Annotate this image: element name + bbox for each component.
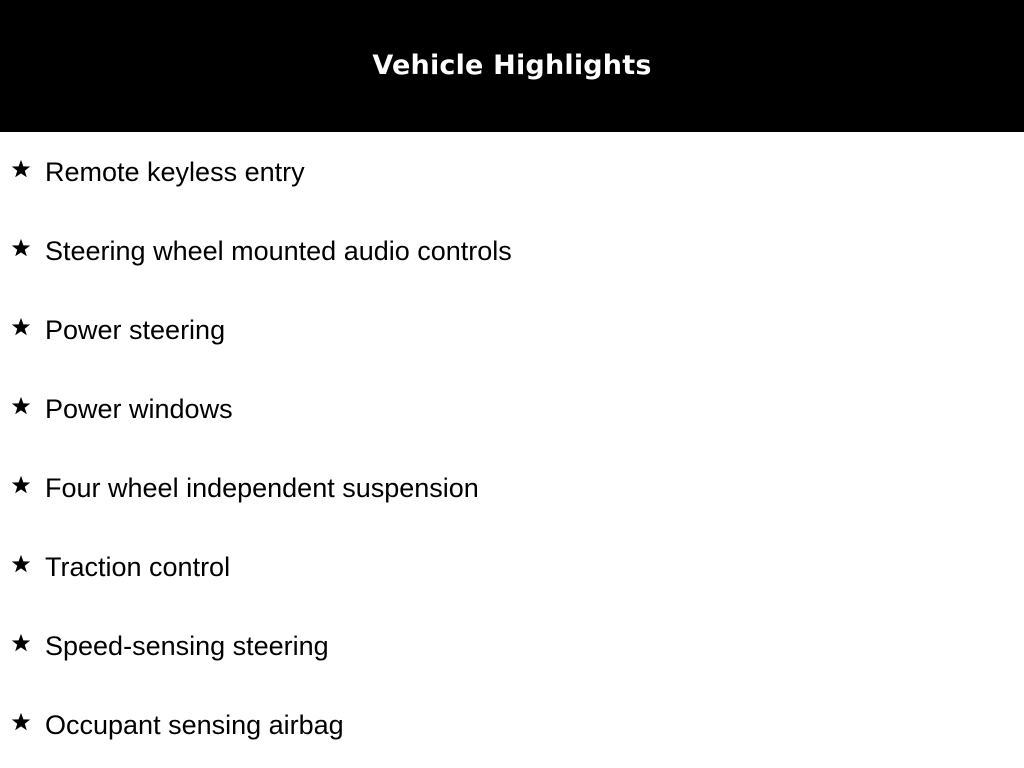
star-icon [10, 553, 32, 575]
star-icon [10, 632, 32, 654]
list-item-label: Occupant sensing airbag [45, 710, 344, 740]
star-icon [10, 395, 32, 417]
list-item-label: Steering wheel mounted audio controls [45, 236, 512, 266]
list-item-label: Traction control [45, 552, 231, 582]
list-item-label: Speed-sensing steering [45, 631, 329, 661]
star-icon [10, 158, 32, 180]
list-item-label: Power steering [45, 315, 226, 345]
list-item-label: Four wheel independent suspension [45, 473, 479, 503]
star-icon [10, 316, 32, 338]
header-bar [0, 0, 1024, 132]
page-title: Vehicle Highlights [372, 49, 652, 81]
list-item-label: Power windows [45, 394, 233, 424]
star-icon [10, 474, 32, 496]
star-icon [10, 237, 32, 259]
star-icon [10, 711, 32, 733]
list-item-label: Remote keyless entry [45, 157, 305, 187]
